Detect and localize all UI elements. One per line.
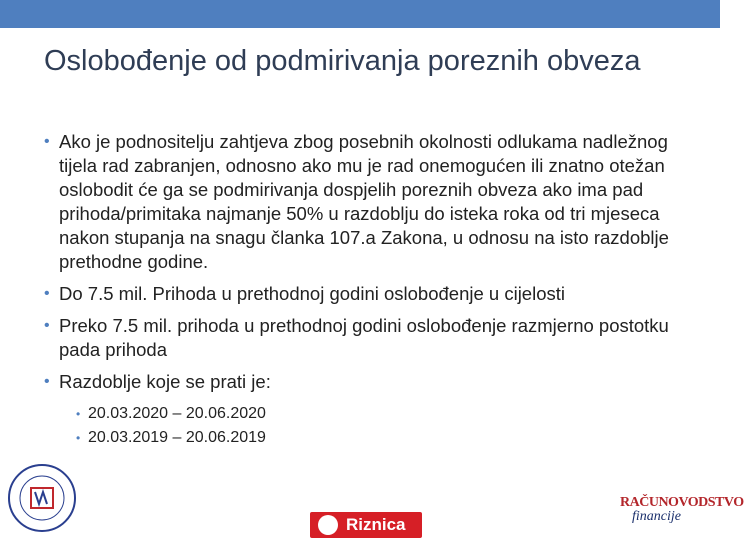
riznica-logo [310, 512, 422, 538]
riznica-logo-text: Riznica [346, 515, 406, 534]
riznica-emblem-icon [318, 515, 338, 535]
sub-bullet-list [44, 402, 694, 450]
bullet-item: • Ako je podnositelju zahtjeva zbog posebnih okolnosti odlukama nadležnog tijela rad zabranjen, odnosno ako mu je rad onemogućen ili znatno otežan oslobodit će ga se podmirivanja dospjelih poreznih obveza ako ima pad prihoda/primitaka najmanje 50% u razdoblju do isteka roka od tri mjeseca nakon stupanja na snagu članka 107.a Zakona, u odnosu na isto razdoblje prethodne godine. [44, 130, 694, 274]
racunovodstvo-logo-text: RAČUNOVODSTVO [620, 495, 744, 510]
bullet-item: • Razdoblje koje se prati je: [44, 370, 694, 394]
racunovodstvo-financije-logo [620, 495, 744, 539]
bullet-item: • Do 7.5 mil. Prihoda u prethodnoj godini oslobođenje u cijelosti [44, 282, 694, 306]
top-accent-band [0, 0, 720, 28]
association-seal-logo [6, 462, 78, 534]
sub-bullet-item: • 20.03.2019 – 20.06.2019 [76, 426, 694, 450]
slide-content [44, 130, 694, 450]
financije-logo-text: financije [632, 509, 681, 524]
sub-bullet-item: • 20.03.2020 – 20.06.2020 [76, 402, 694, 426]
slide-title: Oslobođenje od podmirivanja poreznih obveza [44, 45, 641, 77]
bullet-item: • Preko 7.5 mil. prihoda u prethodnoj godini oslobođenje razmjerno postotku pada prihoda [44, 314, 694, 362]
